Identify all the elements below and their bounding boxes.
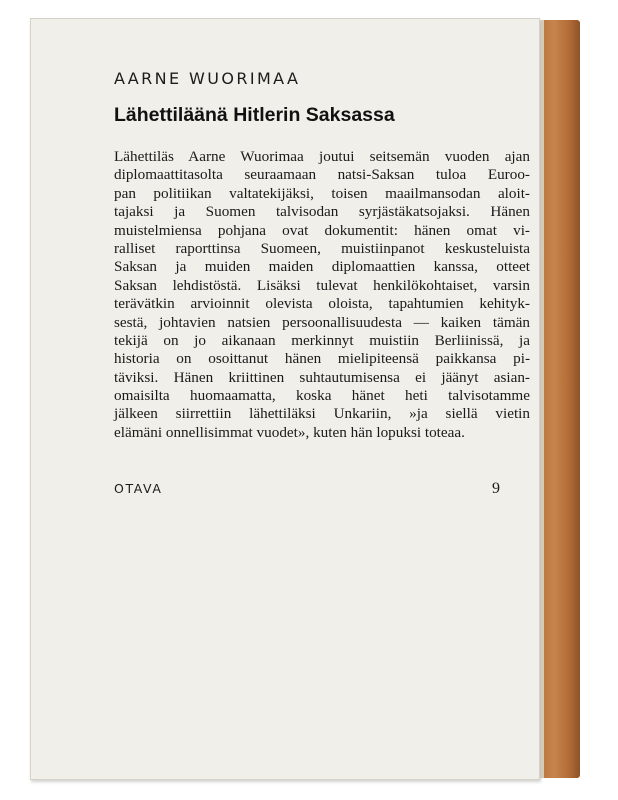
blurb-line: jälkeen siirrettiin lähettiläksi Unkariin, »ja siellä vietin	[114, 405, 530, 423]
blurb-line: ralliset raporttinsa Suomeen, muistiinpanot keskusteluista	[114, 239, 530, 257]
blurb-line: Saksan lehdistöstä. Lisäksi tulevat henkilökohtaiset, varsin	[114, 276, 530, 294]
blurb-line: sestä, johtavien natsien persoonallisuudesta — kaiken tämän	[114, 313, 530, 331]
blurb-line: Saksan ja muiden maiden diplomaattien kanssa, otteet	[114, 258, 530, 276]
blurb-line: tekijä on jo aikanaan merkinnyt muistiin Berliinissä, ja	[114, 331, 530, 349]
blurb-text	[114, 148, 530, 442]
blurb-line: tajaksi ja Suomen talvisodan syrjästäkatsojaksi. Hänen	[114, 203, 530, 221]
book-photo	[30, 18, 580, 780]
author-name: AARNE WUORIMAA	[114, 69, 301, 88]
back-cover	[30, 18, 540, 780]
book-title: Lähettiläänä Hitlerin Saksassa	[114, 104, 395, 126]
publisher-name: OTAVA	[114, 481, 163, 496]
blurb-line: muistelmiensa pohjana ovat dokumentit: hänen omat vi-	[114, 221, 530, 239]
blurb-line: historia on osoittanut hänen mielipiteensä paikkansa pi-	[114, 350, 530, 368]
blurb-line: pan politiikan valtatekijäksi, toisen maailmansodan aloit-	[114, 184, 530, 202]
book-spine	[540, 20, 580, 778]
blurb-line: omaisilta huomaamatta, koska hänet heti talvisotamme	[114, 387, 530, 405]
blurb-line: diplomaattitasolta seuraamaan natsi-Saksan tuloa Euroo-	[114, 166, 530, 184]
blurb-line: terävätkin arvioinnit olevista oloista, tapahtumien kehityk-	[114, 295, 530, 313]
blurb-line: elämäni onnellisimmat vuodet», kuten hän lopuksi toteaa.	[114, 423, 465, 441]
blurb-line: Lähettiläs Aarne Wuorimaa joutui seitsemän vuoden ajan	[114, 148, 530, 165]
page-number: 9	[492, 480, 500, 497]
blurb-line: täviksi. Hänen kriittinen suhtautumisensa ei jäänyt asian-	[114, 368, 530, 386]
